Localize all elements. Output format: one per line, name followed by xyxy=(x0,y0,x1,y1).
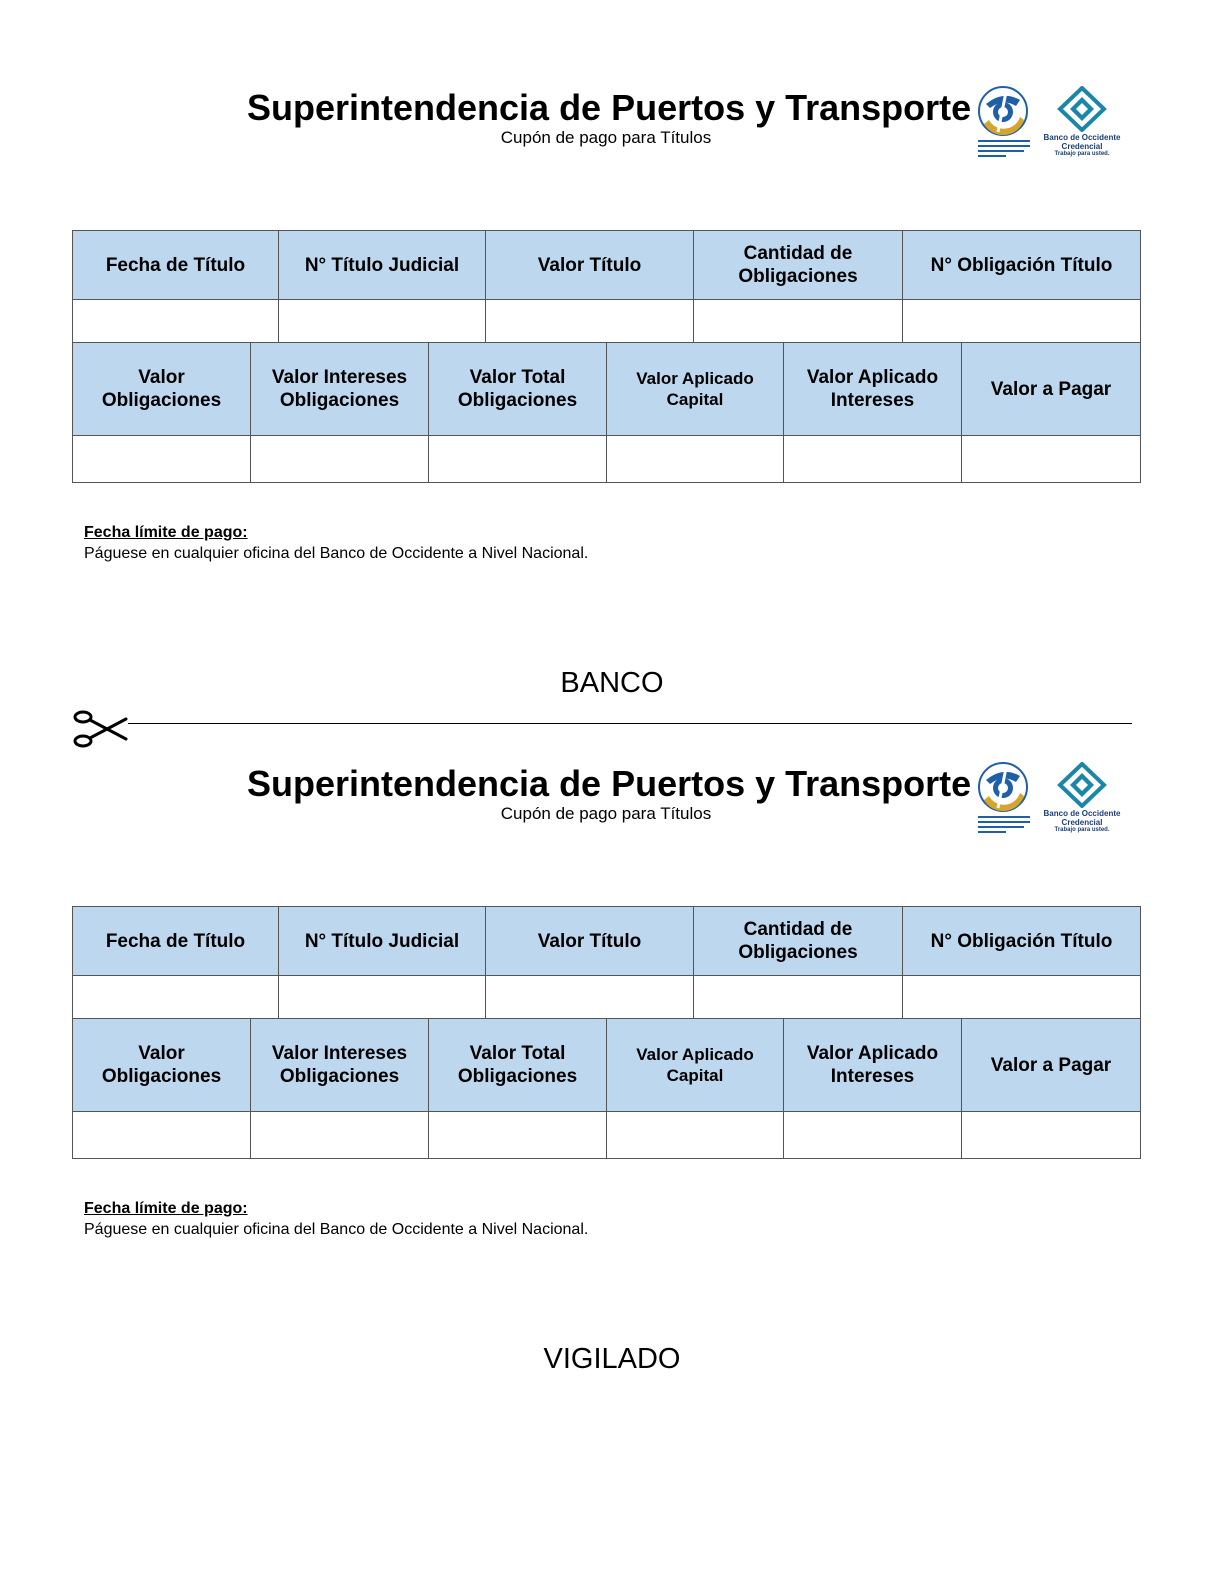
bank-tagline: Trabajo para usted. xyxy=(1054,827,1110,833)
banco-de-occidente-logo xyxy=(1034,86,1130,162)
header-valor-aplicado-intereses: Valor Aplicado Intereses xyxy=(784,343,962,436)
payment-deadline-label: Fecha límite de pago: xyxy=(84,524,248,541)
field-cantidad-obligaciones[interactable] xyxy=(694,300,903,344)
field-valor-intereses-obligaciones[interactable] xyxy=(251,1112,429,1159)
page-subtitle: Cupón de pago para Títulos xyxy=(500,128,712,147)
banco-de-occidente-logo xyxy=(1034,762,1130,838)
field-valor-obligaciones[interactable] xyxy=(73,1112,251,1159)
header-valor-a-pagar: Valor a Pagar xyxy=(962,1019,1141,1112)
payment-values-table xyxy=(72,342,1141,483)
field-valor-obligaciones[interactable] xyxy=(73,436,251,483)
section-label-vigilado: VIGILADO xyxy=(543,1343,681,1375)
header-valor-titulo: Valor Título xyxy=(486,231,694,300)
field-valor-aplicado-intereses[interactable] xyxy=(784,436,962,483)
field-numero-titulo-judicial[interactable] xyxy=(279,976,486,1020)
header-fecha-titulo: Fecha de Título xyxy=(73,907,279,976)
title-info-table xyxy=(72,230,1141,344)
payment-deadline-label: Fecha límite de pago: xyxy=(84,1200,248,1217)
header-cantidad-obligaciones: Cantidad de Obligaciones xyxy=(694,231,903,300)
header-valor-aplicado-capital: Valor Aplicado Capital xyxy=(607,343,784,436)
bank-tagline: Trabajo para usted. xyxy=(1054,151,1110,157)
header-numero-obligacion-titulo: N° Obligación Título xyxy=(903,907,1141,976)
scissors-icon xyxy=(72,709,128,749)
field-valor-titulo[interactable] xyxy=(486,300,694,344)
field-cantidad-obligaciones[interactable] xyxy=(694,976,903,1020)
bank-name: Banco de Occidente Credencial xyxy=(1043,133,1121,151)
field-valor-a-pagar[interactable] xyxy=(962,1112,1141,1159)
supertransporte-logo-icon xyxy=(976,760,1034,838)
header-valor-intereses-obligaciones: Valor Intereses Obligaciones xyxy=(251,343,429,436)
banco-de-occidente-logo-icon xyxy=(1034,86,1130,132)
page-title: Superintendencia de Puertos y Transporte xyxy=(247,763,972,804)
header-cantidad-obligaciones: Cantidad de Obligaciones xyxy=(694,907,903,976)
field-valor-aplicado-capital[interactable] xyxy=(607,436,784,483)
bank-name: Banco de Occidente Credencial xyxy=(1043,809,1121,827)
header-valor-total-obligaciones: Valor Total Obligaciones xyxy=(429,343,607,436)
header-valor-obligaciones: Valor Obligaciones xyxy=(73,1019,251,1112)
field-valor-a-pagar[interactable] xyxy=(962,436,1141,483)
header-valor-aplicado-capital: Valor Aplicado Capital xyxy=(607,1019,784,1112)
header-valor-titulo: Valor Título xyxy=(486,907,694,976)
header-valor-intereses-obligaciones: Valor Intereses Obligaciones xyxy=(251,1019,429,1112)
title-info-table xyxy=(72,906,1141,1020)
header-fecha-titulo: Fecha de Título xyxy=(73,231,279,300)
payment-instructions: Páguese en cualquier oficina del Banco de Occidente a Nivel Nacional. xyxy=(84,545,589,562)
header-valor-aplicado-intereses: Valor Aplicado Intereses xyxy=(784,1019,962,1112)
supertransporte-logo-icon xyxy=(976,84,1034,162)
field-valor-total-obligaciones[interactable] xyxy=(429,1112,607,1159)
header-numero-titulo-judicial: N° Título Judicial xyxy=(279,231,486,300)
field-valor-aplicado-intereses[interactable] xyxy=(784,1112,962,1159)
payment-instructions: Páguese en cualquier oficina del Banco de Occidente a Nivel Nacional. xyxy=(84,1221,589,1238)
page-title: Superintendencia de Puertos y Transporte xyxy=(247,87,972,128)
field-valor-total-obligaciones[interactable] xyxy=(429,436,607,483)
field-fecha-titulo[interactable] xyxy=(73,976,279,1020)
banco-de-occidente-logo-icon xyxy=(1034,762,1130,808)
field-valor-intereses-obligaciones[interactable] xyxy=(251,436,429,483)
cut-line xyxy=(128,723,1132,724)
header-valor-obligaciones: Valor Obligaciones xyxy=(73,343,251,436)
field-fecha-titulo[interactable] xyxy=(73,300,279,344)
field-numero-obligacion-titulo[interactable] xyxy=(903,300,1141,344)
field-valor-aplicado-capital[interactable] xyxy=(607,1112,784,1159)
field-numero-titulo-judicial[interactable] xyxy=(279,300,486,344)
header-numero-titulo-judicial: N° Título Judicial xyxy=(279,907,486,976)
payment-values-table xyxy=(72,1018,1141,1159)
header-numero-obligacion-titulo: N° Obligación Título xyxy=(903,231,1141,300)
header-valor-total-obligaciones: Valor Total Obligaciones xyxy=(429,1019,607,1112)
page-subtitle: Cupón de pago para Títulos xyxy=(500,804,712,823)
section-label-banco: BANCO xyxy=(560,667,664,699)
field-valor-titulo[interactable] xyxy=(486,976,694,1020)
header-valor-a-pagar: Valor a Pagar xyxy=(962,343,1141,436)
field-numero-obligacion-titulo[interactable] xyxy=(903,976,1141,1020)
